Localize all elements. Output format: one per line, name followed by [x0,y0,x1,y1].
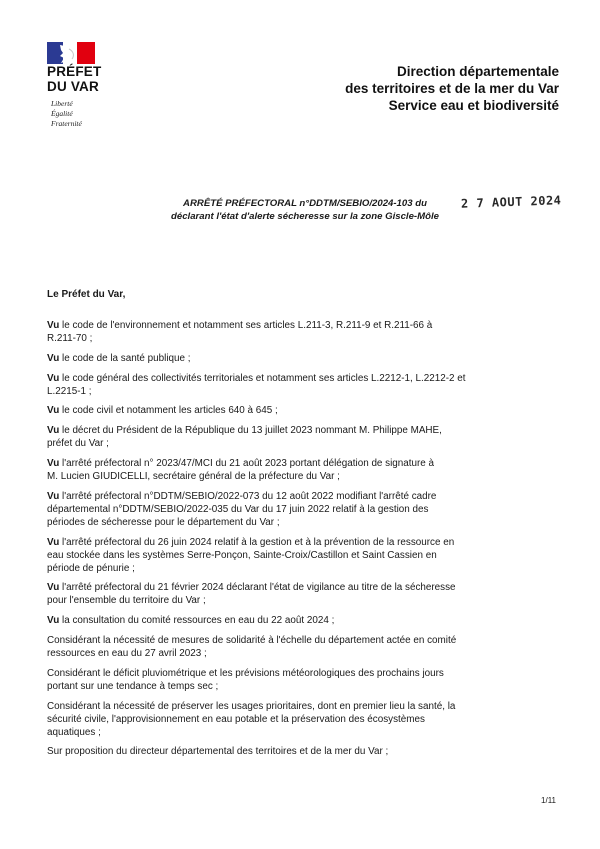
consideration-text: Considérant le déficit pluviométrique et les prévisions météorologiques des prochains jours [47,667,444,679]
consideration-line [47,516,557,529]
consideration-paragraph [47,404,557,417]
consideration-text: le code de la santé publique ; [62,352,191,364]
vu-keyword: Vu [47,372,60,384]
vu-keyword: Vu [47,536,60,548]
consideration-text: R.211-70 ; [47,333,93,344]
consideration-paragraph [47,372,557,398]
consideration-line [47,614,557,627]
direction-line-3: Service eau et biodiversité [388,98,559,113]
vu-keyword: Vu [47,320,60,331]
consideration-line [47,332,557,345]
direction-header [259,63,559,114]
vu-keyword: Vu [47,582,60,594]
consideration-text: M. Lucien GIUDICELLI, secrétaire général de la préfecture du Var ; [47,470,340,482]
consideration-line [47,457,557,470]
consideration-text: L.2215-1 ; [47,385,92,397]
consideration-line [47,562,557,575]
consideration-text: le code civil et notamment les articles 640 à 645 ; [62,405,278,417]
arrete-title-line-2: déclarant l'état d'alerte sécheresse sur la zone Giscle-Môle [171,211,439,222]
consideration-line [47,536,557,549]
consideration-text: portant sur une tendance à temps sec ; [47,680,219,692]
consideration-line [47,713,557,726]
consideration-text: pour l'ensemble du territoire du Var ; [47,595,206,607]
logo-line-2: DU VAR [47,79,99,94]
consideration-paragraph [47,424,557,450]
consideration-line [47,647,557,660]
greeting: Le Préfet du Var, [47,289,126,300]
vu-keyword: Vu [47,352,60,364]
consideration-line [47,634,557,647]
motto-liberte: Liberté [51,99,73,108]
consideration-text: le décret du Président de la République du 13 juillet 2023 nommant M. Philippe MAHE, [62,425,442,437]
consideration-line [47,594,557,607]
consideration-text: Sur proposition du directeur départemental des territoires et de la mer du Var ; [47,746,389,758]
consideration-line [47,726,557,739]
consideration-text: l'arrêté préfectoral n° 2023/47/MCI du 21 août 2023 portant délégation de signature à [62,457,435,469]
consideration-line [47,503,557,516]
consideration-line [47,470,557,483]
consideration-line [47,437,557,450]
consideration-text: Considérant la nécessité de préserver les usages prioritaires, dont en premier lieu la santé, la [47,700,456,712]
consideration-text: l'arrêté préfectoral du 26 juin 2024 relatif à la gestion et à la prévention de la ressource en [62,536,455,548]
vu-keyword: Vu [47,615,60,627]
prefet-logo-title [47,64,101,94]
consideration-line [47,700,557,713]
vu-keyword: Vu [47,425,60,437]
consideration-line [47,404,557,417]
consideration-line [47,385,557,398]
date-stamp: 2 7 AOUT 2024 [460,193,562,211]
consideration-text: période de pénurie ; [47,562,135,574]
considerations-list [47,319,557,765]
logo-line-1: PRÉFET [47,64,102,79]
consideration-line [47,667,557,680]
consideration-line [47,549,557,562]
consideration-line [47,372,557,385]
vu-keyword: Vu [47,405,60,417]
consideration-text: périodes de sécheresse pour le département du Var ; [47,516,280,528]
consideration-paragraph [47,614,557,627]
consideration-paragraph [47,319,557,345]
consideration-line [47,490,557,503]
consideration-text: ressources en eau du 27 avril 2023 ; [47,647,207,659]
consideration-line [47,581,557,594]
consideration-text: Considérant la nécessité de mesures de solidarité à l'échelle du département actée en comité [47,634,457,646]
consideration-line [47,352,557,365]
direction-line-1: Direction départementale [396,64,559,79]
consideration-line [47,680,557,693]
consideration-paragraph [47,352,557,365]
consideration-paragraph [47,700,557,739]
consideration-text: départemental n°DDTM/SEBIO/2022-035 du Var du 17 juin 2022 relatif à la gestion des [47,503,429,515]
consideration-paragraph [47,667,557,693]
consideration-paragraph [47,634,557,660]
consideration-paragraph [47,745,557,758]
consideration-text: l'arrêté préfectoral n°DDTM/SEBIO/2022-073 du 12 août 2022 modifiant l'arrêté cadre [62,490,437,502]
consideration-text: préfet du Var ; [47,438,109,450]
republic-motto [51,99,82,129]
arrete-title [150,197,460,223]
consideration-paragraph [47,457,557,483]
consideration-text: le code de l'environnement et notamment ses articles L.211-3, R.211-9 et R.211-66 à [62,320,433,331]
consideration-paragraph [47,490,557,529]
consideration-paragraph [47,536,557,575]
motto-fraternite: Fraternité [51,119,82,128]
motto-egalite: Égalité [51,109,73,118]
page-number: 1/11 [541,796,556,805]
vu-keyword: Vu [47,457,60,469]
consideration-paragraph [47,581,557,607]
vu-keyword: Vu [47,490,60,502]
consideration-text: eau stockée dans les systèmes Serre-Ponçon, Sainte-Croix/Castillon et Saint Cassien en [47,549,437,561]
consideration-line [47,745,557,758]
consideration-text: sécurité civile, l'approvisionnement en eau potable et la préservation des écosystèmes [47,713,425,725]
consideration-text: aquatiques ; [47,726,101,738]
consideration-text: la consultation du comité ressources en eau du 22 août 2024 ; [62,615,335,627]
consideration-text: l'arrêté préfectoral du 21 février 2024 déclarant l'état de vigilance au titre de la sécheresse [62,582,456,594]
marianne-flag-logo [47,42,95,64]
consideration-line [47,319,557,332]
consideration-line [47,424,557,437]
arrete-title-line-1: ARRÊTÉ PRÉFECTORAL n°DDTM/SEBIO/2024-103 du [183,198,427,209]
consideration-text: le code général des collectivités territoriales et notamment ses articles L.2212-1, L.2212-2 et [62,372,466,384]
direction-line-2: des territoires et de la mer du Var [345,81,559,96]
